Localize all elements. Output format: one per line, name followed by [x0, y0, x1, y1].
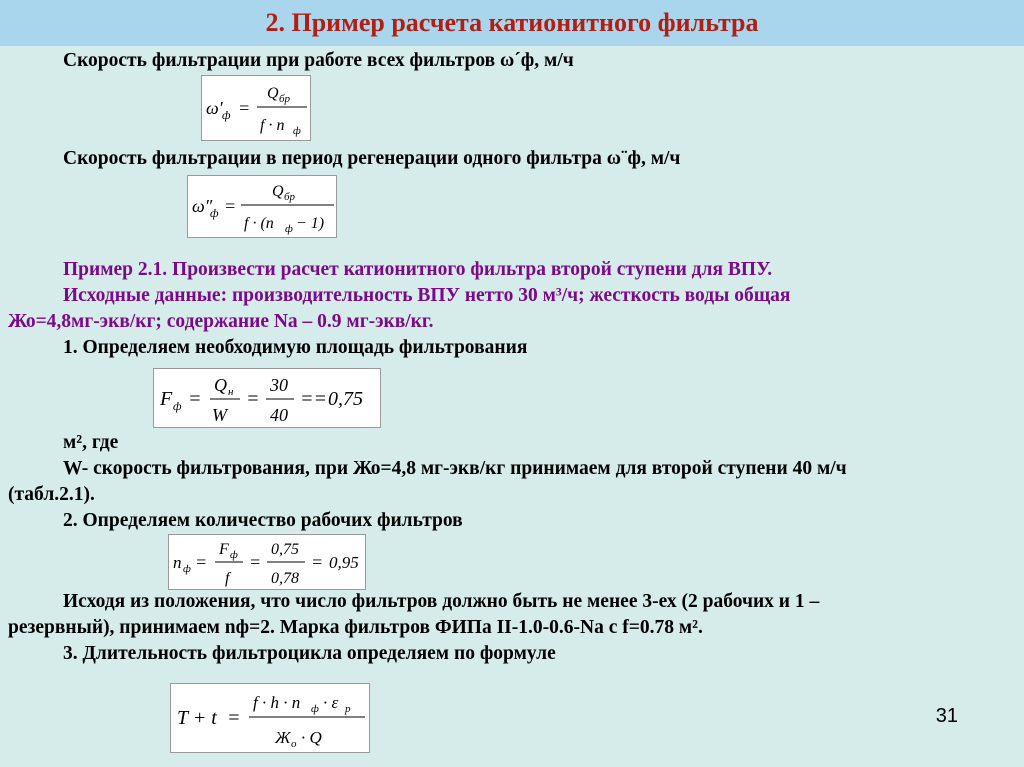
page-number: 31: [935, 705, 958, 727]
text-line-7: м², где: [63, 432, 119, 453]
svg-text:=: =: [246, 388, 260, 410]
text-line-8: W- скорость фильтрования, при Жо=4,8 мг-экв/кг принимаем для второй ступени 40 м/ч: [63, 458, 847, 479]
svg-text:=: =: [249, 552, 262, 572]
text-line-10: 2. Определяем количество рабочих фильтров: [63, 510, 463, 531]
svg-text:ф: ф: [230, 549, 238, 561]
svg-text:р: р: [345, 703, 351, 715]
formula-area: [153, 368, 381, 428]
svg-text:0,78: 0,78: [271, 570, 299, 587]
svg-text:F: F: [219, 541, 229, 558]
svg-text:ф: ф: [173, 399, 182, 413]
svg-text:о: о: [291, 738, 297, 750]
svg-text:f: f: [225, 570, 230, 587]
svg-text:ф: ф: [293, 125, 301, 137]
text-line-1: Скорость фильтрации при работе всех фильтров ω´ф, м/ч: [63, 50, 574, 71]
text-line-2: Скорость фильтрации в период регенерации одного фильтра ω¨ф, м/ч: [63, 148, 681, 169]
title-bar: [0, 0, 1024, 46]
svg-text:− 1): − 1): [296, 215, 325, 232]
text-line-11: Исходя из положения, что число фильтров должно быть не менее 3-ех (2 рабочих и 1 –: [63, 591, 820, 612]
formula-cycle-duration: [170, 683, 370, 753]
text-line-12: резервный), принимаем nф=2. Марка фильтров ФИПа II-1.0-0.6-Na с f=0.78 м².: [8, 617, 703, 638]
text-line-4: Исходные данные: производительность ВПУ нетто 30 м³/ч; жесткость воды общая: [63, 285, 791, 306]
svg-text:Q: Q: [267, 85, 279, 102]
svg-text:=: =: [224, 196, 237, 216]
svg-text:Ж: Ж: [275, 728, 291, 747]
svg-text:f · h · n: f · h · n: [253, 693, 301, 712]
svg-text:=: =: [238, 98, 251, 118]
text-line-6: 1. Определяем необходимую площадь фильтрования: [63, 337, 528, 358]
formula-velocity-regeneration: [187, 175, 337, 238]
svg-text:ω″: ω″: [192, 196, 213, 216]
svg-text:н: н: [228, 386, 234, 398]
svg-text:ω′: ω′: [206, 98, 223, 118]
text-line-5: Жо=4,8мг-экв/кг; содержание Na – 0.9 мг-экв/кг.: [8, 311, 434, 332]
formula-velocity-all: [201, 75, 311, 141]
svg-text:30: 30: [270, 375, 288, 395]
slide-title: 2. Пример расчета катионитного фильтра: [265, 8, 759, 37]
svg-text:ф: ф: [210, 206, 219, 220]
svg-text:0,75: 0,75: [328, 388, 363, 410]
svg-text:Q: Q: [272, 183, 284, 200]
text-line-9: (табл.2.1).: [8, 484, 95, 505]
formula-filter-count: [168, 534, 366, 590]
svg-text:40: 40: [270, 405, 288, 425]
svg-text:f · n: f · n: [260, 117, 285, 134]
svg-text:бр: бр: [279, 93, 291, 105]
svg-text:=: =: [188, 388, 202, 410]
text-line-13: 3. Длительность фильтроцикла определяем по формуле: [63, 643, 556, 664]
svg-text:ф: ф: [311, 703, 319, 715]
svg-text:· ε: · ε: [323, 693, 339, 712]
svg-text:W: W: [212, 405, 227, 425]
svg-text:=: =: [195, 552, 208, 572]
svg-text:=: =: [227, 707, 241, 729]
svg-text:ф: ф: [222, 108, 231, 122]
svg-text:f · (n: f · (n: [244, 215, 274, 232]
svg-text:==: ==: [300, 388, 327, 410]
svg-text:F: F: [160, 388, 173, 410]
svg-text:ф: ф: [183, 563, 191, 575]
svg-text:бр: бр: [284, 191, 296, 203]
svg-text:ф: ф: [285, 223, 293, 235]
svg-text:=: =: [311, 552, 324, 572]
text-line-3: Пример 2.1. Произвести расчет катионитного фильтра второй ступени для ВПУ.: [63, 259, 773, 280]
svg-text:T + t: T + t: [177, 707, 217, 729]
svg-text:0,75: 0,75: [271, 541, 299, 558]
svg-text:0,95: 0,95: [329, 553, 359, 572]
svg-text:· Q: · Q: [301, 728, 322, 747]
svg-text:Q: Q: [214, 375, 227, 395]
svg-text:n: n: [173, 553, 182, 572]
